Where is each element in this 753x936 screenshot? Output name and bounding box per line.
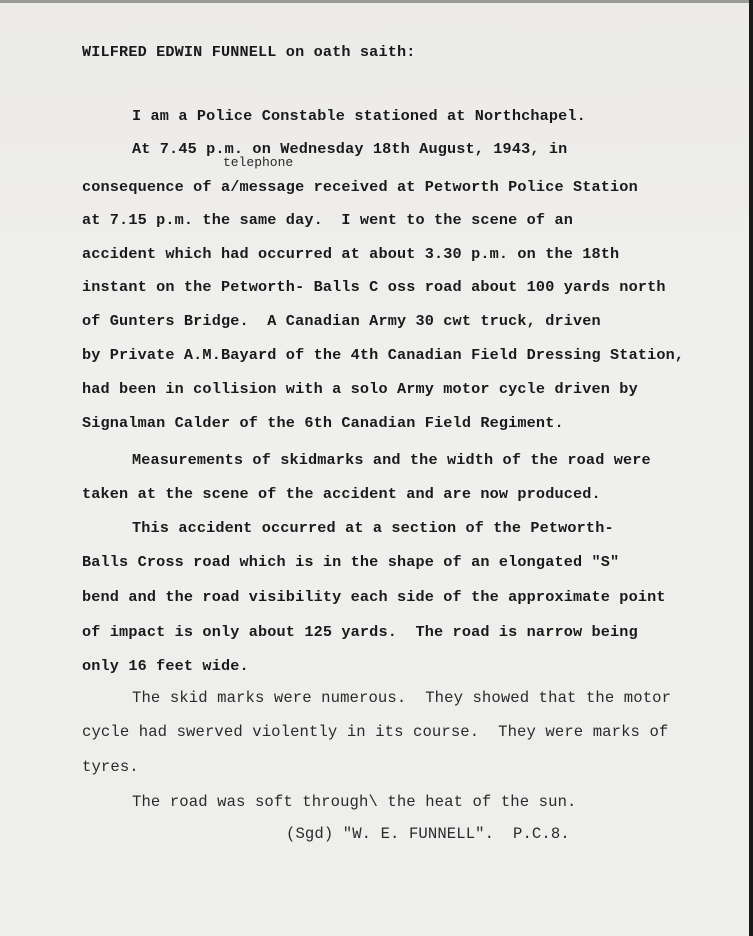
paragraph-2-line-1: At 7.45 p.m. on Wednesday 18th August, 1943, in [132,140,568,158]
paragraph-2-line-6: of Gunters Bridge. A Canadian Army 30 cwt truck, driven [82,312,601,330]
signature-line: (Sgd) "W. E. FUNNELL". P.C.8. [286,825,570,843]
paragraph-6-line-1: The road was soft through\ the heat of the sun. [132,793,577,811]
paragraph-3-line-1: Measurements of skidmarks and the width of the road were [132,451,651,469]
paragraph-2-line-4: accident which had occurred at about 3.30 p.m. on the 18th [82,245,620,263]
paragraph-3-line-2: taken at the scene of the accident and are now produced. [82,485,601,503]
paragraph-1-line-1: I am a Police Constable stationed at Northchapel. [132,107,586,125]
paragraph-2-line-5: instant on the Petworth- Balls C oss road about 100 yards north [82,278,666,296]
paragraph-5-line-1: The skid marks were numerous. They showed that the motor [132,689,672,707]
paragraph-4-line-4: of impact is only about 125 yards. The road is narrow being [82,623,638,641]
page-edge-shadow [749,0,753,936]
paragraph-2-line-3: at 7.15 p.m. the same day. I went to the scene of an [82,211,573,229]
paragraph-2-line-7: by Private A.M.Bayard of the 4th Canadian Field Dressing Station, [82,346,685,364]
paragraph-4-line-3: bend and the road visibility each side of the approximate point [82,588,666,606]
paragraph-5-line-3: tyres. [82,758,139,776]
paragraph-4-line-5: only 16 feet wide. [82,657,249,675]
deposition-heading: WILFRED EDWIN FUNNELL on oath saith: [82,43,416,61]
paragraph-4-line-1: This accident occurred at a section of the Petworth- [132,519,614,537]
paragraph-2-line-2: consequence of a/message received at Petworth Police Station [82,178,638,196]
paragraph-2-line-8: had been in collision with a solo Army motor cycle driven by [82,380,638,398]
paragraph-2-line-9: Signalman Calder of the 6th Canadian Field Regiment. [82,414,564,432]
interlinear-insertion: telephone [223,155,294,170]
paragraph-4-line-2: Balls Cross road which is in the shape of an elongated "S" [82,553,620,571]
paragraph-5-line-2: cycle had swerved violently in its course. They were marks of [82,723,669,741]
